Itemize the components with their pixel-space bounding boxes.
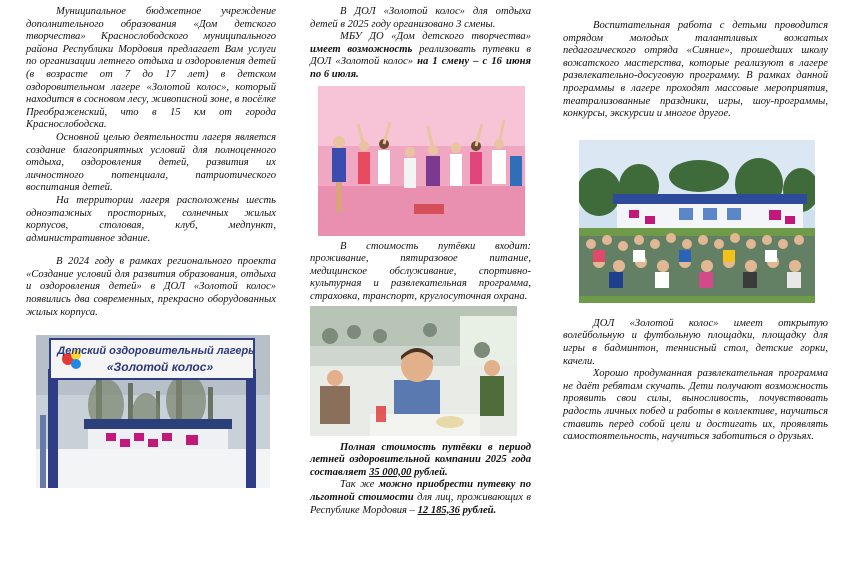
intro-paragraph: Муниципальное бюджетное учреждение дополнительного образования «Дом детского творчества» Краснослободского муниципального района Республики Мордовия предлагает Вам услуги по организации летнего отдыха и оздоровления детей (в возрасте от 7 до 17 лет) в детском оздоровительном лагере «Золотой колос», который находится в сосновом лесу, живописной зоне, в посёлке Преображенский, что в 15 км от города Краснослободска. — [26, 6, 276, 131]
camp-gate-photo — [36, 335, 270, 488]
shifts-paragraph: В ДОЛ «Золотой колос» для отдыха детей в 2025 году организовано 3 смены. — [310, 6, 531, 30]
discount-value: 12 185,36 — [417, 504, 460, 516]
group-image — [579, 140, 815, 303]
discount-unit: рублей. — [462, 504, 497, 516]
offer-paragraph — [310, 31, 531, 81]
program-paragraph: Хорошо продуманная развлекательная программа не даёт ребятам скучать. Дети получают возможность проявить свои силы, выносливость, почувствовать радость личных побед и работы в коллективе, научиться ставить перед собой цели и достигать их, проявлять самостоятельность, научиться заботиться о друзьях. — [563, 368, 828, 443]
camp-gate-image — [36, 335, 270, 488]
territory-paragraph: На территории лагеря расположены шесть одноэтажных просторных, солнечных жилых корпусов, столовая, клуб, медпункт, административное здание. — [26, 194, 276, 244]
full-price-unit: рублей. — [414, 466, 448, 478]
kids-dance-image — [318, 86, 525, 236]
full-price-value: 35 000,00 — [369, 466, 412, 478]
column-middle — [310, 6, 531, 517]
offer-dates: на 1 смену – с 16 июня по 6 июля. — [310, 56, 531, 80]
discount-part-a: Так же — [340, 479, 375, 491]
sign-line-2: «Золотой колос» — [106, 360, 214, 375]
discount-paragraph — [310, 479, 531, 517]
full-price-text: Полная стоимость путёвки в период летней оздоровительной компании 2025 года составляет — [310, 441, 531, 478]
discount-part-c: для лиц, проживающих в Республике Мордовия – — [310, 491, 531, 516]
educational-work-paragraph: Воспитательная работа с детьми проводится отрядом молодых талантливых вожатых педагогического отряда «Сияние», прошедших школу вожатского мастерства, которые реализуют в лагере развлекательно-досуговую программу. В рамках данной программы в лагере проходят массовые мероприятия, театрализованные праздники, игры, шоу-программы, конкурсы, экскурсии и многое другое. — [563, 20, 828, 120]
project-paragraph: В 2024 году в рамках регионального проекта «Создание условий для развития образования, отдыха и оздоровления детей» в ДОЛ «Золотой колос» появились два современных, прекрасно оборудованных жилых корпуса. — [26, 256, 276, 318]
offer-highlight: имеет возможность — [310, 43, 413, 55]
includes-paragraph: В стоимость путёвки входит: проживание, пятиразовое питание, медицинское обслуживание, спортивно-культурная и развлекательная программа, страховка, транспорт, круглосуточная охрана. — [310, 240, 531, 302]
discount-highlight: можно приобрести путевку по льготной стоимости — [310, 479, 532, 503]
full-price-paragraph — [310, 442, 531, 480]
dining-hall-image — [310, 306, 517, 436]
sport-paragraph: ДОЛ «Золотой колос» имеет открытую волейбольную и футбольную площадки, площадку для игры в бадминтон, теннисный стол, детские горки, качели. — [563, 317, 828, 367]
sign-line-1: Детский оздоровительный лагерь — [57, 345, 255, 358]
dining-hall-photo — [310, 306, 517, 436]
offer-part-c: реализовать путевки в ДОЛ «Золотой колос» — [310, 43, 531, 68]
column-left — [26, 6, 276, 488]
column-right — [563, 6, 828, 444]
offer-part-a: МБУ ДО «Дом детского творчества» — [340, 31, 531, 43]
goal-paragraph: Основной целью деятельности лагеря является создание благоприятных условий для полноценного отдыха, оздоровления детей, развития их личностного потенциала, патриотического воспитания детей. — [26, 131, 276, 194]
group-photo — [579, 140, 815, 303]
kids-dance-photo — [318, 86, 525, 236]
